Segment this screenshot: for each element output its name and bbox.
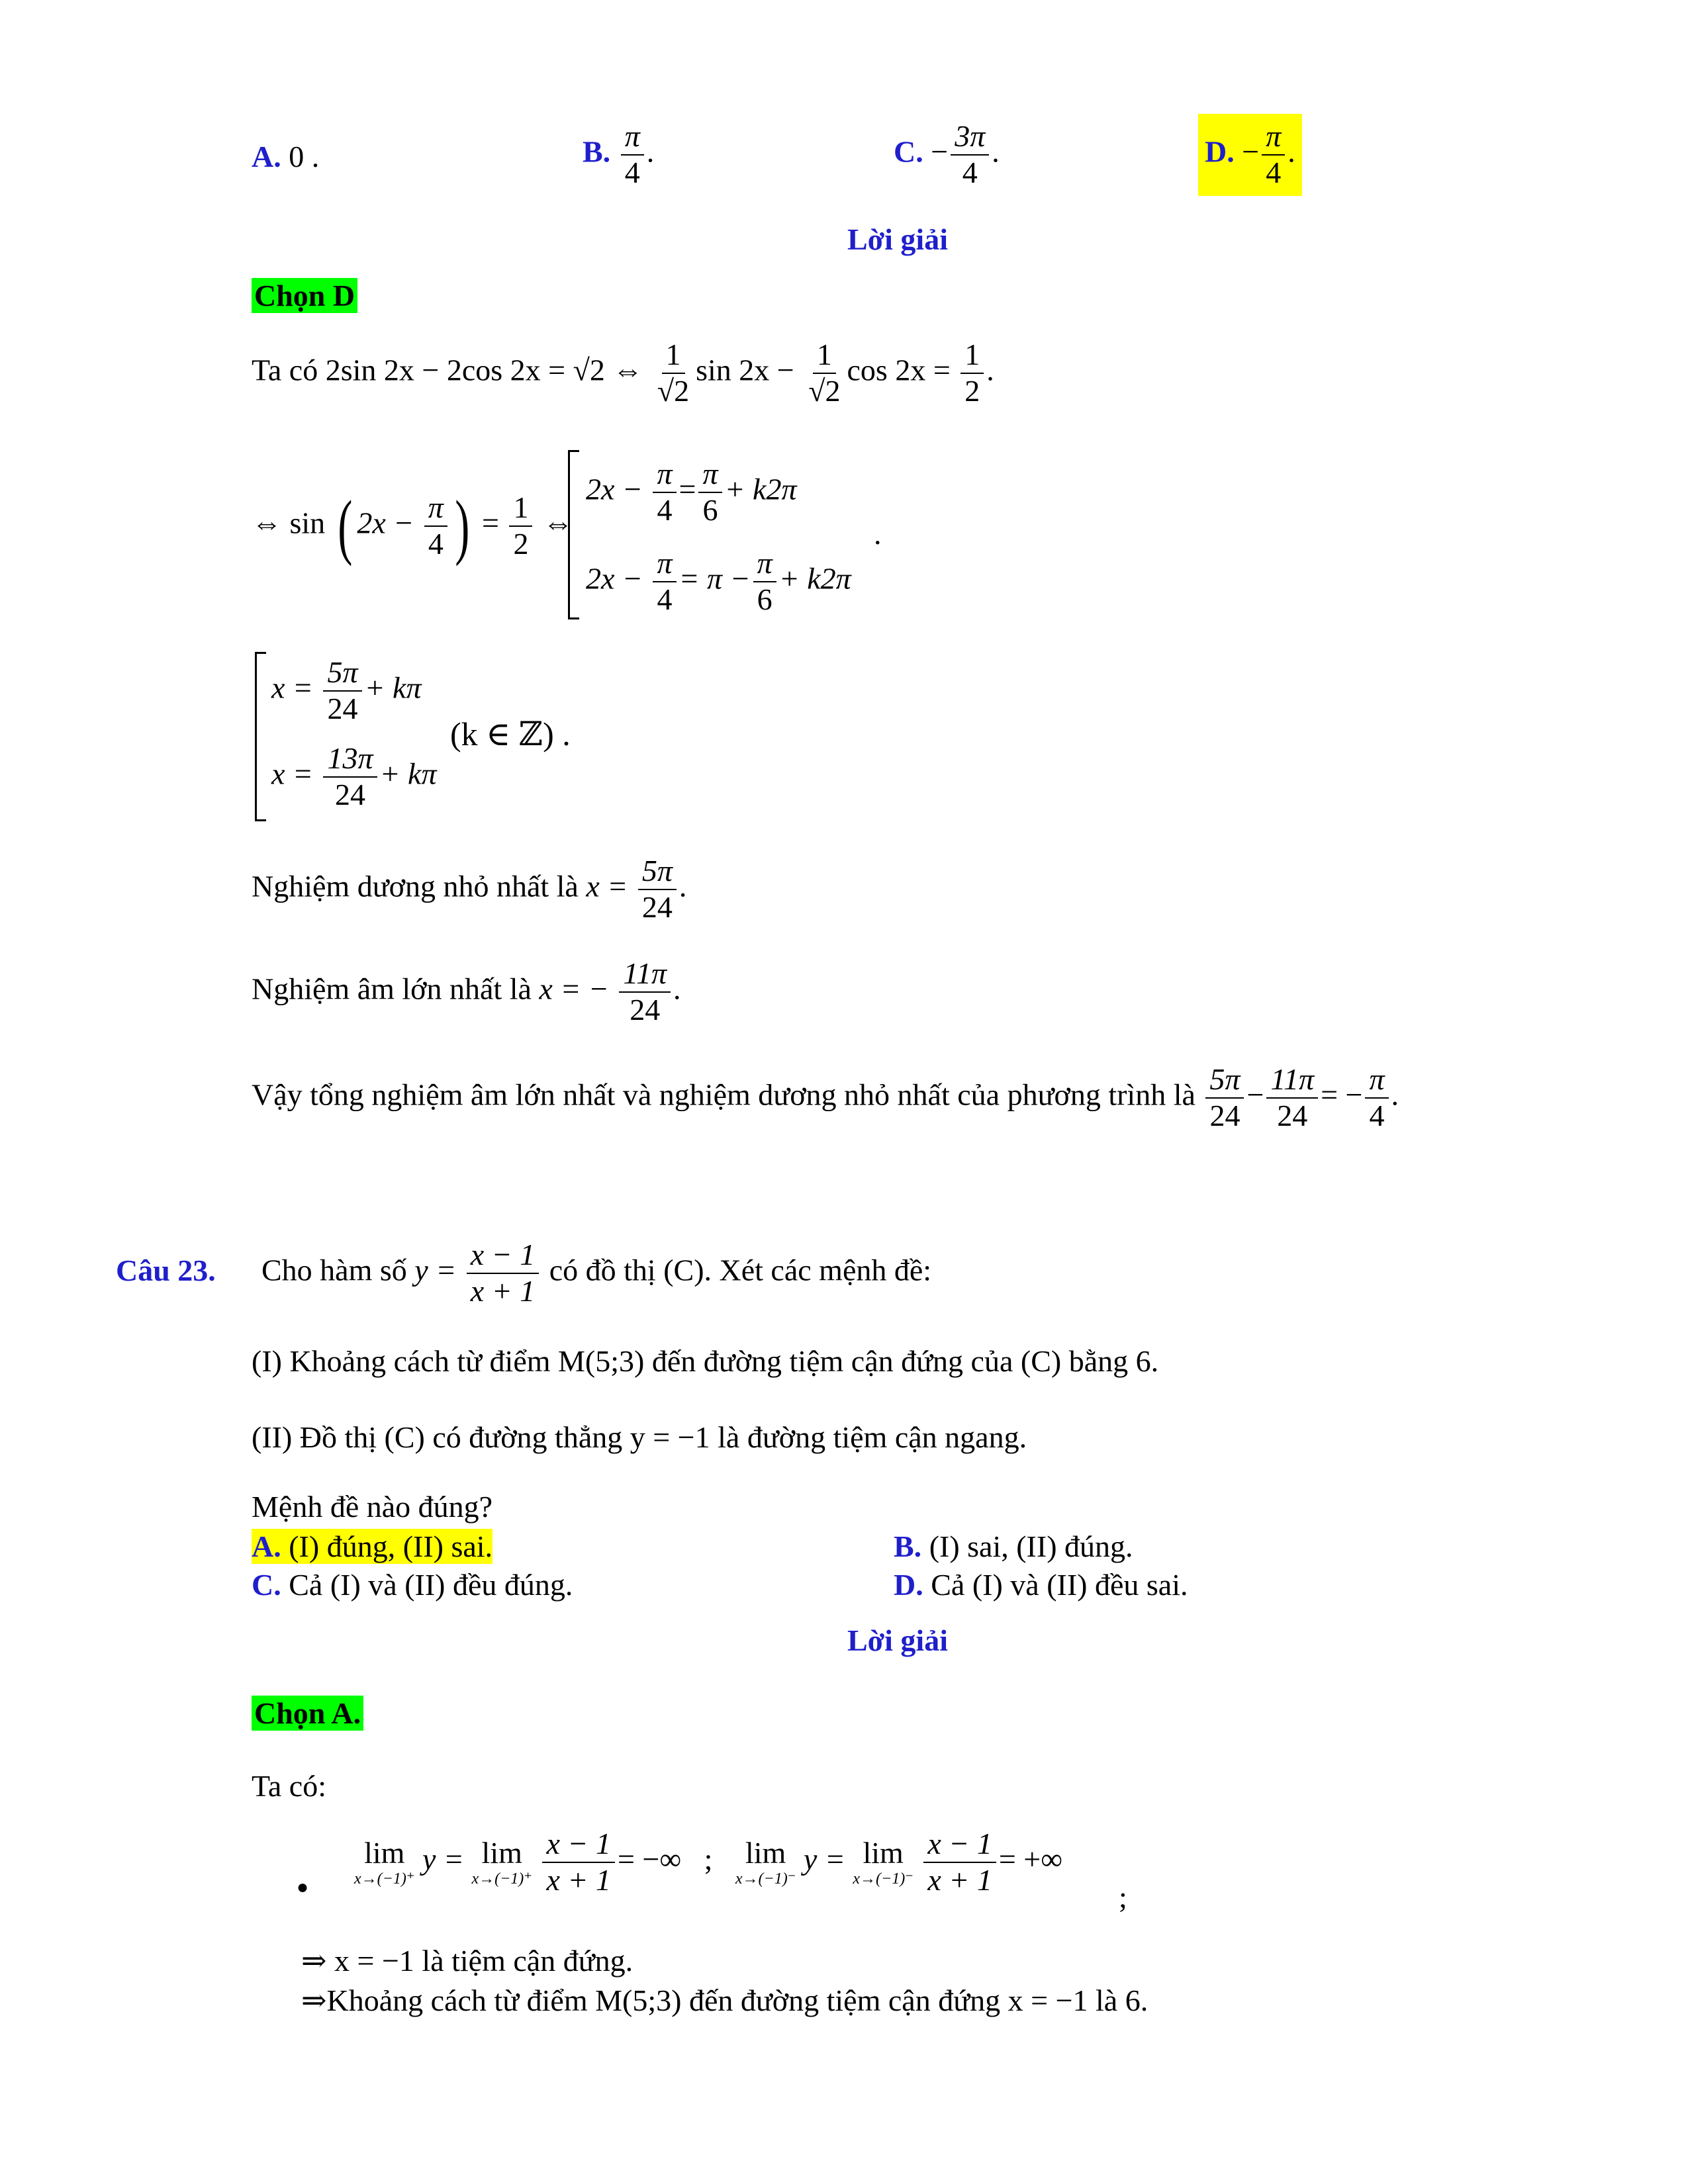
question-23-label: Câu 23. xyxy=(116,1253,216,1287)
q23-option-b: B. (I) sai, (II) đúng. xyxy=(894,1529,1133,1563)
option-a: A. 0 . xyxy=(252,140,320,173)
ta-co: Ta có: xyxy=(252,1769,327,1803)
statement-1: (I) Khoảng cách từ điểm M(5;3) đến đường tiệm cận đứng của (C) bằng 6. xyxy=(252,1344,1159,1378)
question-23-stem: Cho hàm số y = $\frac{x - 1}{x + 1}$ có đồ thị (C). Xét các mệnh đề: xyxy=(261,1238,932,1308)
option-c-den: 4 xyxy=(962,155,978,189)
cases-bracket-1 xyxy=(568,450,579,619)
option-d: D. − $\frac{\pi}{4}$ . xyxy=(1198,114,1302,196)
option-c-label: C. xyxy=(894,134,923,169)
case-2: 2x − $\frac{\pi}{4}$ = π − $\frac{\pi}{6}$ + k2π xyxy=(586,546,851,616)
question-prompt: Mệnh đề nào đúng? xyxy=(252,1490,493,1524)
chosen-answer-1: Chọn D xyxy=(252,278,357,313)
option-b: B. $\frac{\pi}{4}$ . xyxy=(583,119,655,189)
option-a-label: A. xyxy=(252,140,281,173)
solution-heading-2: Lời giải xyxy=(847,1623,948,1657)
largest-negative: Nghiệm âm lớn nhất là x = − $\frac{11\pi}{24}$ . xyxy=(252,956,681,1026)
q23-option-a: A. (I) đúng, (II) sai. xyxy=(252,1529,493,1563)
conclusion-1: ⇒ x = −1 là tiệm cận đứng. xyxy=(301,1944,633,1978)
option-b-den: 4 xyxy=(624,155,640,189)
option-c: C. − $\frac{3\pi}{4}$ . xyxy=(894,119,1000,189)
chosen-answer-2: Chọn A. xyxy=(252,1696,363,1731)
solution-line-2: ⇔ sin ( 2x − $\frac{\pi}{4}$ ) = $\frac{1}{2}$ ⇔ xyxy=(252,486,573,567)
option-b-label: B. xyxy=(583,134,611,169)
smallest-positive: Nghiệm dương nhỏ nhất là x = $\frac{5\pi}{24}$ . xyxy=(252,854,687,924)
k-in-z: (k ∈ ℤ) . xyxy=(450,715,571,752)
q23-option-c: C. Cả (I) và (II) đều đúng. xyxy=(252,1568,573,1602)
limits-semicolon: ; xyxy=(1119,1880,1127,1914)
option-d-den: 4 xyxy=(1266,155,1282,189)
q23-option-d: D. Cả (I) và (II) đều sai. xyxy=(894,1568,1188,1602)
option-a-value: 0 xyxy=(289,140,305,173)
solution-x1: x = $\frac{5\pi}{24}$ + kπ xyxy=(271,655,422,725)
case-1: 2x − $\frac{\pi}{4}$ = $\frac{\pi}{6}$ + k2π xyxy=(586,457,797,527)
option-b-num: π xyxy=(621,119,644,156)
solution-heading-1: Lời giải xyxy=(847,222,948,256)
solution-x2: x = $\frac{13\pi}{24}$ + kπ xyxy=(271,741,437,811)
conclusion-2: ⇒Khoảng cách từ điểm M(5;3) đến đường tiệm cận đứng x = −1 là 6. xyxy=(301,1983,1149,2017)
sum-conclusion: Vậy tổng nghiệm âm lớn nhất và nghiệm dương nhỏ nhất của phương trình là $\frac{5\pi}{24}$ − $\frac{11\pi}{24}$ = − $\frac{\pi}{4}$ . xyxy=(252,1062,1399,1132)
statement-2: (II) Đồ thị (C) có đường thẳng y = −1 là đường tiệm cận ngang. xyxy=(252,1420,1027,1454)
cases-bracket-2 xyxy=(255,652,266,821)
limits-line: lim x→(−1)⁺ y = lim x→(−1)⁺ $\frac{x - 1}{x + 1}$ = −∞ ; lim x→(−1)⁻ y = lim x→(−1)⁻ $\frac{x - 1}{x + 1}$ = +∞ xyxy=(354,1827,1063,1897)
option-d-num: π xyxy=(1262,119,1285,156)
option-c-num: 3π xyxy=(951,119,989,156)
solution-line-1: Ta có 2sin 2x − 2cos 2x = √2 ⇔ $\frac{1}{√2}$ sin 2x − $\frac{1}{√2}$ cos 2x = $\frac{1}{2}$ . xyxy=(252,338,994,408)
bullet: ● xyxy=(297,1876,309,1898)
option-d-label: D. xyxy=(1205,134,1235,169)
